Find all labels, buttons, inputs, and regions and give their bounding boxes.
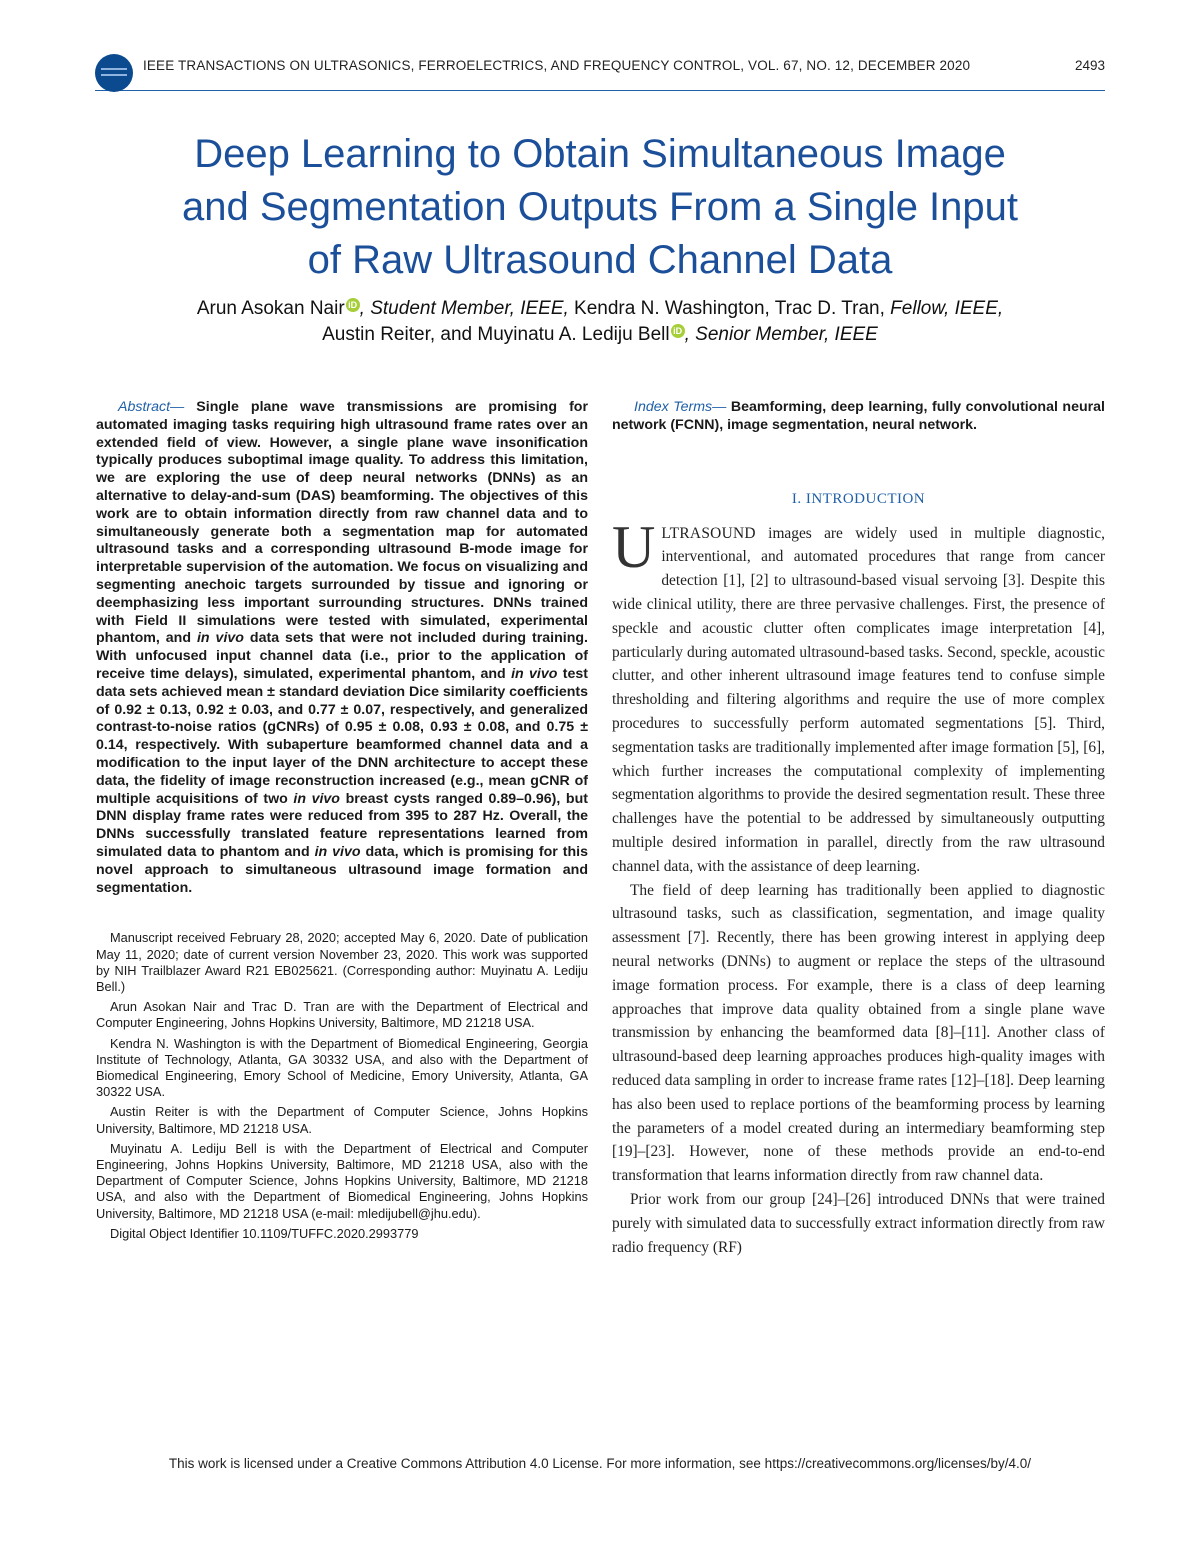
author-line-1 bbox=[60, 296, 1140, 322]
paper-title bbox=[60, 128, 1140, 287]
index-terms-label: Index Terms— bbox=[634, 399, 727, 415]
abstract-text: data sets that were not included during training. With unfocused input channel data (i.e., prior to the application of receive time delays), simulated, experimental phantom, and bbox=[96, 630, 588, 682]
running-header bbox=[95, 56, 1105, 91]
footnote-doi: Digital Object Identifier 10.1109/TUFFC.2020.2993779 bbox=[110, 1225, 419, 1241]
orcid-icon[interactable]: iD bbox=[346, 298, 360, 312]
author-list bbox=[60, 296, 1140, 348]
right-column bbox=[612, 399, 1105, 1259]
abstract-italic: in vivo bbox=[314, 843, 361, 860]
footnote-affiliation: Austin Reiter is with the Department of Computer Science, Johns Hopkins University, Baltimore, MD 21218 USA. bbox=[96, 1104, 588, 1136]
author-name: Arun Asokan Nair bbox=[196, 298, 345, 319]
abstract-text: data, which is promising for this novel approach to simultaneous ultrasound image formation and segmentation. bbox=[96, 843, 588, 896]
footnote-affiliation: Arun Asokan Nair and Trac D. Tran are with the Department of Electrical and Computer Engineering, Johns Hopkins University, Baltimore, MD 21218 USA. bbox=[96, 999, 588, 1031]
abstract bbox=[96, 399, 588, 897]
author-name: Austin Reiter, and Muyinatu A. Lediju Bell bbox=[322, 324, 670, 345]
footnote-affiliation: Muyinatu A. Lediju Bell is with the Department of Electrical and Computer Engineering, Johns Hopkins University, Baltimore, MD 21218 USA, also with the Department of Computer Science, Johns Hopkins University, Baltimore, MD 21218 USA, and also with the Department of Biomedical Engineering, Johns Hopkins University, Baltimore, MD 21218 USA (e-mail: mledijubell@jhu.edu). bbox=[96, 1140, 588, 1221]
abstract-label: Abstract— bbox=[118, 399, 185, 415]
title-line-1: Deep Learning to Obtain Simultaneous Image bbox=[194, 132, 1006, 176]
title-line-2: and Segmentation Outputs From a Single Input bbox=[181, 185, 1019, 229]
left-column bbox=[96, 399, 588, 1246]
index-terms bbox=[612, 399, 1105, 435]
intro-paragraph-3: Prior work from our group [24]–[26] introduced DNNs that were trained purely with simulated data to successfully extract information directly from raw radio frequency (RF) bbox=[612, 1190, 1105, 1256]
abstract-italic: in vivo bbox=[511, 665, 558, 682]
author-role: , Senior Member, IEEE bbox=[684, 324, 878, 345]
footnote-manuscript: Manuscript received February 28, 2020; accepted May 6, 2020. Date of publication May 11, 2020; date of current version November 23, 2020. This work was supported by NIH Trailblazer Award R21 EB025621. (Corresponding author: Muyinatu A. Lediju Bell.) bbox=[96, 930, 588, 994]
author-name: Trac D. Tran, bbox=[769, 298, 885, 319]
abstract-text: breast cysts ranged 0.89–0.96), but DNN display frame rates were reduced from 395 to 287 Hz. Overall, the DNNs successfully translated feature representations learned from simulated data to phantom and bbox=[96, 790, 588, 860]
section-heading: I. INTRODUCTION bbox=[791, 490, 926, 507]
title-line-3: of Raw Ultrasound Channel Data bbox=[307, 238, 893, 282]
lead-word: LTRASOUND bbox=[661, 524, 756, 542]
footnotes bbox=[96, 930, 588, 1242]
orcid-icon[interactable]: iD bbox=[671, 324, 685, 338]
abstract-text: Single plane wave transmissions are promising for automated imaging tasks requiring high ultrasound frame rates over an extended field of view. However, a single plane wave insonification typically produces suboptimal image quality. To address this limitation, we are exploring the use of deep neural networks (DNNs) as an alternative to delay-and-sum (DAS) beamforming. The objectives of this work are to obtain information directly from raw channel data and to simultaneously generate both a segmentation map for automated ultrasound tasks and a corresponding ultrasound B-mode image for interpretable supervision of the automation. We focus on visualizing and segmenting anechoic targets surrounded by tissue and ignoring or deemphasizing less important surrounding structures. DNNs trained with Field II simulations were tested with simulated, experimental phantom, and bbox=[96, 399, 588, 647]
author-name: Kendra N. Washington, bbox=[568, 298, 770, 319]
abstract-italic: in vivo bbox=[293, 790, 340, 807]
author-line-2 bbox=[60, 322, 1140, 348]
abstract-text: test data sets achieved mean ± standard deviation Dice similarity coefficients of 0.92 ± 0.13, 0.92 ± 0.03, and 0.77 ± 0.07, respectively, and generalized contrast-to-noise ratios (gCNRs) of 0.95 ± 0.08, 0.93 ± 0.08, and 0.75 ± 0.14, respectively. With subaperture beamformed channel data and a modification to the input layer of the DNN architecture to accept these data, the fidelity of image reconstruction increased (e.g., mean gCNR of multiple acquisitions of two bbox=[96, 665, 588, 807]
page-number: 2493 bbox=[1074, 58, 1105, 73]
ieee-logo-icon bbox=[95, 54, 133, 92]
paragraph-text: images are widely used in multiple diagnostic, interventional, and automated procedures that range from cancer detection [1], [2] to ultrasound-based visual servoing [3]. Despite this wide clinical utility, there are three pervasive challenges. First, the presence of speckle and acoustic clutter often complicates image interpretation [4], particularly during automated ultrasound-based tasks. Second, speckle, acoustic clutter, and other inherent ultrasound image features tend to confuse simple thresholding and filtering algorithms and require the use of more complex procedures to successfully perform automated segmentations [5]. Third, segmentation tasks are traditionally implemented after image formation [5], [6], which further increases the computational complexity of implementing segmentation algorithms to provide the desired segmentation result. These three challenges have the potential to be addressed by simultaneously outputting multiple desired information in parallel, directly from the raw ultrasound channel data, with the assistance of deep learning. bbox=[612, 524, 1105, 875]
intro-paragraph-1 bbox=[612, 513, 1105, 879]
intro-paragraph-2: The field of deep learning has traditionally been applied to diagnostic ultrasound tasks, such as classification, segmentation, and image quality assessment [7]. Recently, there has been growing interest in applying deep neural networks (DNNs) to augment or replace the steps of the ultrasound image formation process. For example, there is a class of deep learning approaches that improve data quality obtained from a single plane wave transmission by enhancing the beamformed data [8]–[11]. Another class of ultrasound-based deep learning approaches produces high-quality images with reduced data sampling in order to increase frame rates [12]–[18]. Deep learning has also been used to replace portions of the beamforming process by learning the parameters of a model created during an intermediary beamforming step [19]–[23]. However, none of these methods provide an end-to-end transformation that learns information directly from raw channel data. bbox=[612, 881, 1105, 1185]
footnote-affiliation: Kendra N. Washington is with the Department of Biomedical Engineering, Georgia Institute of Technology, Atlanta, GA 30332 USA, and also with the Department of Biomedical Engineering, Emory School of Medicine, Emory University, Atlanta, GA 30322 USA. bbox=[96, 1035, 588, 1100]
drop-cap: U bbox=[612, 513, 656, 580]
author-role: Fellow, IEEE, bbox=[884, 298, 1004, 319]
abstract-italic: in vivo bbox=[196, 630, 244, 647]
author-role: , Student Member, IEEE, bbox=[359, 298, 569, 319]
journal-name: IEEE TRANSACTIONS ON ULTRASONICS, FERROELECTRICS, AND FREQUENCY CONTROL, VOL. 67, NO. 12, DECEMBER 2020 bbox=[143, 58, 971, 73]
license-notice: This work is licensed under a Creative Commons Attribution 4.0 License. For more information, see https://creativecommons.org/licenses/by/4.0/ bbox=[168, 1456, 1032, 1471]
index-terms-text: Beamforming, deep learning, fully convolutional neural network (FCNN), image segmentation, neural network. bbox=[612, 399, 1105, 433]
